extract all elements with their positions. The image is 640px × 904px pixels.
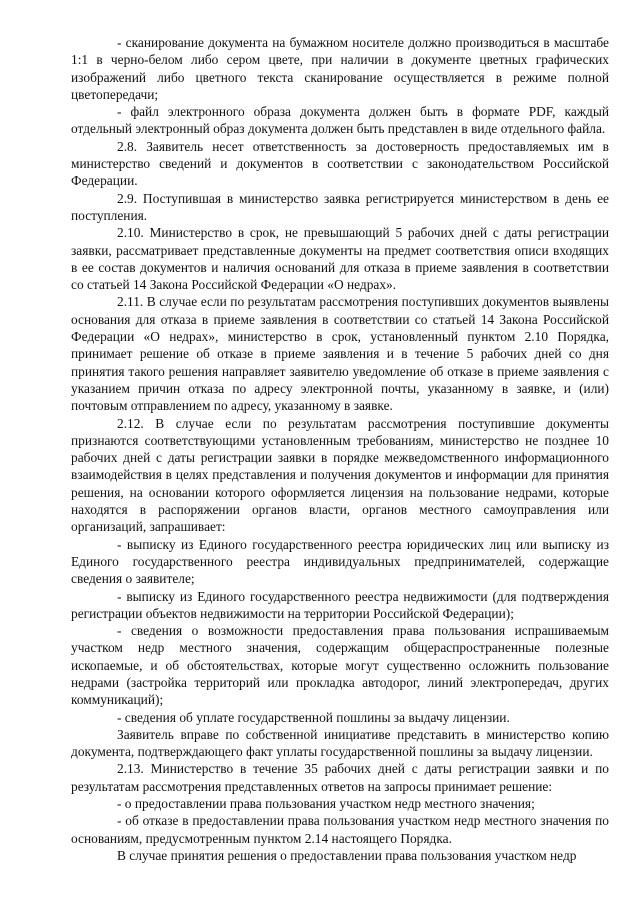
paragraph-pdf-format: - файл электронного образа документа должен быть в формате PDF, каждый отдельный электронный образ документа должен быть представлен в виде отдельного файла. [71, 104, 609, 137]
paragraph-2-11: 2.11. В случае если по результатам рассмотрения поступивших документов выявлены основания для отказа в приеме заявления в соответствии со статьей 14 Закона Российской Федерации «О недрах», министерство в срок, установленный пунктом 2.10 Порядка, принимает решение об отказе в приеме заявления и в течение 5 рабочих дней со дня принятия такого решения направляет заявителю уведомление об отказе в приеме заявления с указанием причин отказа по адресу электронной почты, указанному в заявке, и (или) почтовым отправлением по адресу, указанному в заявке. [71, 294, 609, 414]
list-item-grant-decision: - о предоставлении права пользования участком недр местного значения; [117, 796, 535, 812]
paragraph-2-10: 2.10. Министерство в срок, не превышающий 5 рабочих дней с даты регистрации заявки, рассматривает представленные документы на предмет соответствия описи входящих в ее состав документов и наличия оснований для отказа в приеме заявления в соответствии со статьей 14 Закона Российской Федерации «О недрах». [71, 225, 609, 293]
list-item-egrn: - выписку из Единого государственного реестра недвижимости (для подтверждения регистрации объектов недвижимости на территории Российской Федерации); [71, 588, 609, 621]
list-item-state-fee: - сведения об уплате государственной пошлины за выдачу лицензии. [117, 709, 510, 725]
paragraph-grant-continuation: В случае принятия решения о предоставлении права пользования участком недр [117, 847, 577, 863]
paragraph-scanning-requirement: - сканирование документа на бумажном носителе должно производиться в масштабе 1:1 в черно-белом либо сером цвете, при наличии в документе цветных графических изображений либо цветного текста сканирование осуществляется в режиме полной цветопередачи; [71, 35, 609, 102]
paragraph-2-9: 2.9. Поступившая в министерство заявка регистрируется министерством в день ее поступления. [71, 190, 609, 223]
list-item-egrul-egrip: - выписку из Единого государственного реестра юридических лиц или выписку из Единого государственного реестра индивидуальных предпринимателей, содержащие сведения о заявителе; [71, 536, 609, 587]
paragraph-applicant-right: Заявитель вправе по собственной инициативе представить в министерство копию документа, подтверждающего факт уплаты государственной пошлины за выдачу лицензии. [71, 726, 609, 760]
paragraph-2-12: 2.12. В случае если по результатам рассмотрения поступившие документы признаются соответствующими установленным требованиям, министерство не позднее 10 рабочих дней с даты регистрации заявки в порядке межведомственного информационного взаимодействия в целях представления и получения документов и информации для принятия решения, на основании которого оформляется лицензия на пользование недрами, которые находятся в распоряжении органов власти, органов местного самоуправления или организаций, запрашивает: [71, 415, 609, 535]
paragraph-2-13: 2.13. Министерство в течение 35 рабочих дней с даты регистрации заявки и по результатам рассмотрения представленных ответов на запросы принимает решение: [71, 761, 609, 794]
list-item-subsoil-info: - сведения о возможности предоставления права пользования испрашиваемым участком недр местного значения, содержащим общераспространенные полезные ископаемые, и об обстоятельствах, которые могут существенно осложнить пользование недрами (застройка территорий или прокладка автодорог, линий электропередач, других коммуникаций); [71, 623, 609, 708]
list-item-refusal-decision: - об отказе в предоставлении права пользования участком недр местного значения по основаниям, предусмотренным пунктом 2.14 настоящего Порядка. [71, 813, 609, 846]
paragraph-2-8: 2.8. Заявитель несет ответственность за достоверность предоставляемых им в министерство сведений и документов в соответствии с законодательством Российской Федерации. [71, 138, 609, 189]
